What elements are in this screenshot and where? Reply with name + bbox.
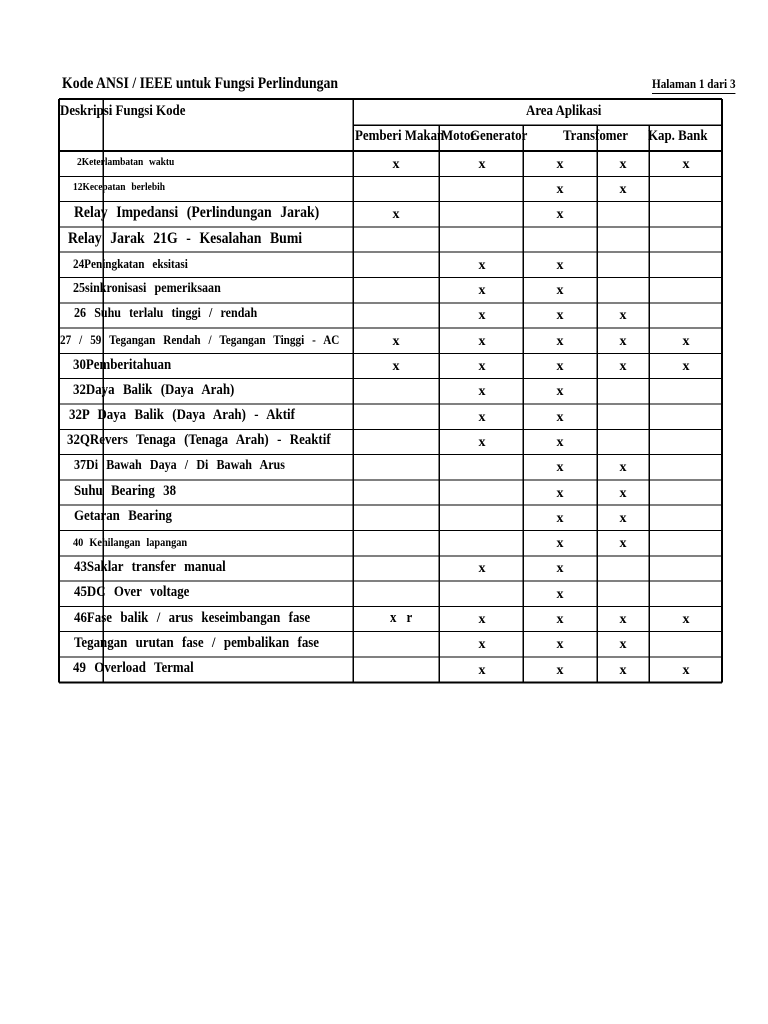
mark-x: x <box>619 460 627 476</box>
mark-x: x <box>478 561 486 577</box>
mark-x: x <box>556 359 564 375</box>
mark-x: x <box>478 333 486 349</box>
row-label: Tegangan urutan fase / pembalikan fase <box>74 634 320 651</box>
mark-x: x <box>619 485 627 501</box>
column-header: Kap. Bank <box>648 128 708 144</box>
mark-x: x <box>619 181 627 197</box>
mark-x: x <box>619 510 627 526</box>
row-label: 32QRevers Tenaga (Tenaga Arah) - Reaktif <box>67 432 331 449</box>
page-indicator: Halaman 1 dari 3 <box>652 76 736 94</box>
row-label: 37Di Bawah Daya / Di Bawah Arus <box>74 458 285 474</box>
mark-x: x <box>619 637 627 653</box>
mark-x: x <box>556 384 564 400</box>
column-header: Generator <box>470 128 528 144</box>
row-extra-text: x r <box>390 609 413 626</box>
header-description: Deskripsi Fungsi Kode <box>60 103 186 119</box>
row-label: 40 Kehilangan lapangan <box>73 535 188 550</box>
mark-x: x <box>556 207 564 223</box>
mark-x: x <box>478 612 486 628</box>
mark-x: x <box>619 612 627 628</box>
mark-x: x <box>556 333 564 349</box>
column-header: Motor <box>441 128 477 144</box>
row-label: 43Saklar transfer manual <box>74 558 226 575</box>
mark-x: x <box>478 308 486 324</box>
mark-x: x <box>556 536 564 552</box>
mark-x: x <box>556 510 564 526</box>
mark-x: x <box>556 257 564 273</box>
mark-x: x <box>619 359 627 375</box>
mark-x: x <box>619 156 627 172</box>
mark-x: x <box>478 283 486 299</box>
mark-x: x <box>682 359 690 375</box>
mark-x: x <box>556 308 564 324</box>
mark-x: x <box>556 637 564 653</box>
column-header: Pemberi Makan <box>355 128 445 144</box>
mark-x: x <box>682 333 690 349</box>
row-label: 45DC Over voltage <box>74 584 190 601</box>
row-label: 32P Daya Balik (Daya Arah) - Aktif <box>69 407 295 424</box>
row-label: 2Keterlambatan waktu <box>77 156 175 169</box>
row-label: 26 Suhu terlalu tinggi / rendah <box>74 306 258 322</box>
mark-x: x <box>556 612 564 628</box>
mark-x: x <box>392 359 400 375</box>
mark-x: x <box>392 207 400 223</box>
document-title: Kode ANSI / IEEE untuk Fungsi Perlindungan <box>62 75 339 92</box>
mark-x: x <box>478 257 486 273</box>
mark-x: x <box>392 156 400 172</box>
mark-x: x <box>556 561 564 577</box>
row-label: Relay Impedansi (Perlindungan Jarak) <box>74 204 320 222</box>
mark-x: x <box>478 156 486 172</box>
row-label: Getaran Bearing <box>74 508 172 525</box>
mark-x: x <box>556 283 564 299</box>
header-application-area: Area Aplikasi <box>526 103 602 119</box>
mark-x: x <box>478 662 486 678</box>
mark-x: x <box>556 662 564 678</box>
mark-x: x <box>392 333 400 349</box>
row-label: 25sinkronisasi pemeriksaan <box>73 281 221 297</box>
mark-x: x <box>556 586 564 602</box>
mark-x: x <box>556 434 564 450</box>
mark-x: x <box>619 662 627 678</box>
mark-x: x <box>478 637 486 653</box>
mark-x: x <box>682 156 690 172</box>
row-label: 12Kecepatan berlebih <box>73 181 165 194</box>
mark-x: x <box>619 333 627 349</box>
row-label: 30Pemberitahuan <box>73 356 172 373</box>
row-label: Relay Jarak 21G - Kesalahan Bumi <box>68 229 303 247</box>
row-label: 24Peningkatan eksitasi <box>73 256 188 272</box>
mark-x: x <box>619 308 627 324</box>
mark-x: x <box>682 612 690 628</box>
mark-x: x <box>556 485 564 501</box>
mark-x: x <box>478 384 486 400</box>
mark-x: x <box>556 460 564 476</box>
mark-x: x <box>478 359 486 375</box>
row-label: Suhu Bearing 38 <box>74 483 177 500</box>
row-label: 49 Overload Termal <box>73 660 194 677</box>
row-label: 32Daya Balik (Daya Arah) <box>73 381 235 398</box>
row-label: 27 / 59 Tegangan Rendah / Tegangan Tinggi - AC <box>60 332 340 348</box>
mark-x: x <box>478 434 486 450</box>
mark-x: x <box>556 156 564 172</box>
mark-x: x <box>556 181 564 197</box>
mark-x: x <box>556 409 564 425</box>
mark-x: x <box>478 409 486 425</box>
mark-x: x <box>682 662 690 678</box>
row-label: 46Fase balik / arus keseimbangan fase <box>74 609 311 626</box>
mark-x: x <box>619 536 627 552</box>
column-header: Transfomer <box>563 128 628 144</box>
